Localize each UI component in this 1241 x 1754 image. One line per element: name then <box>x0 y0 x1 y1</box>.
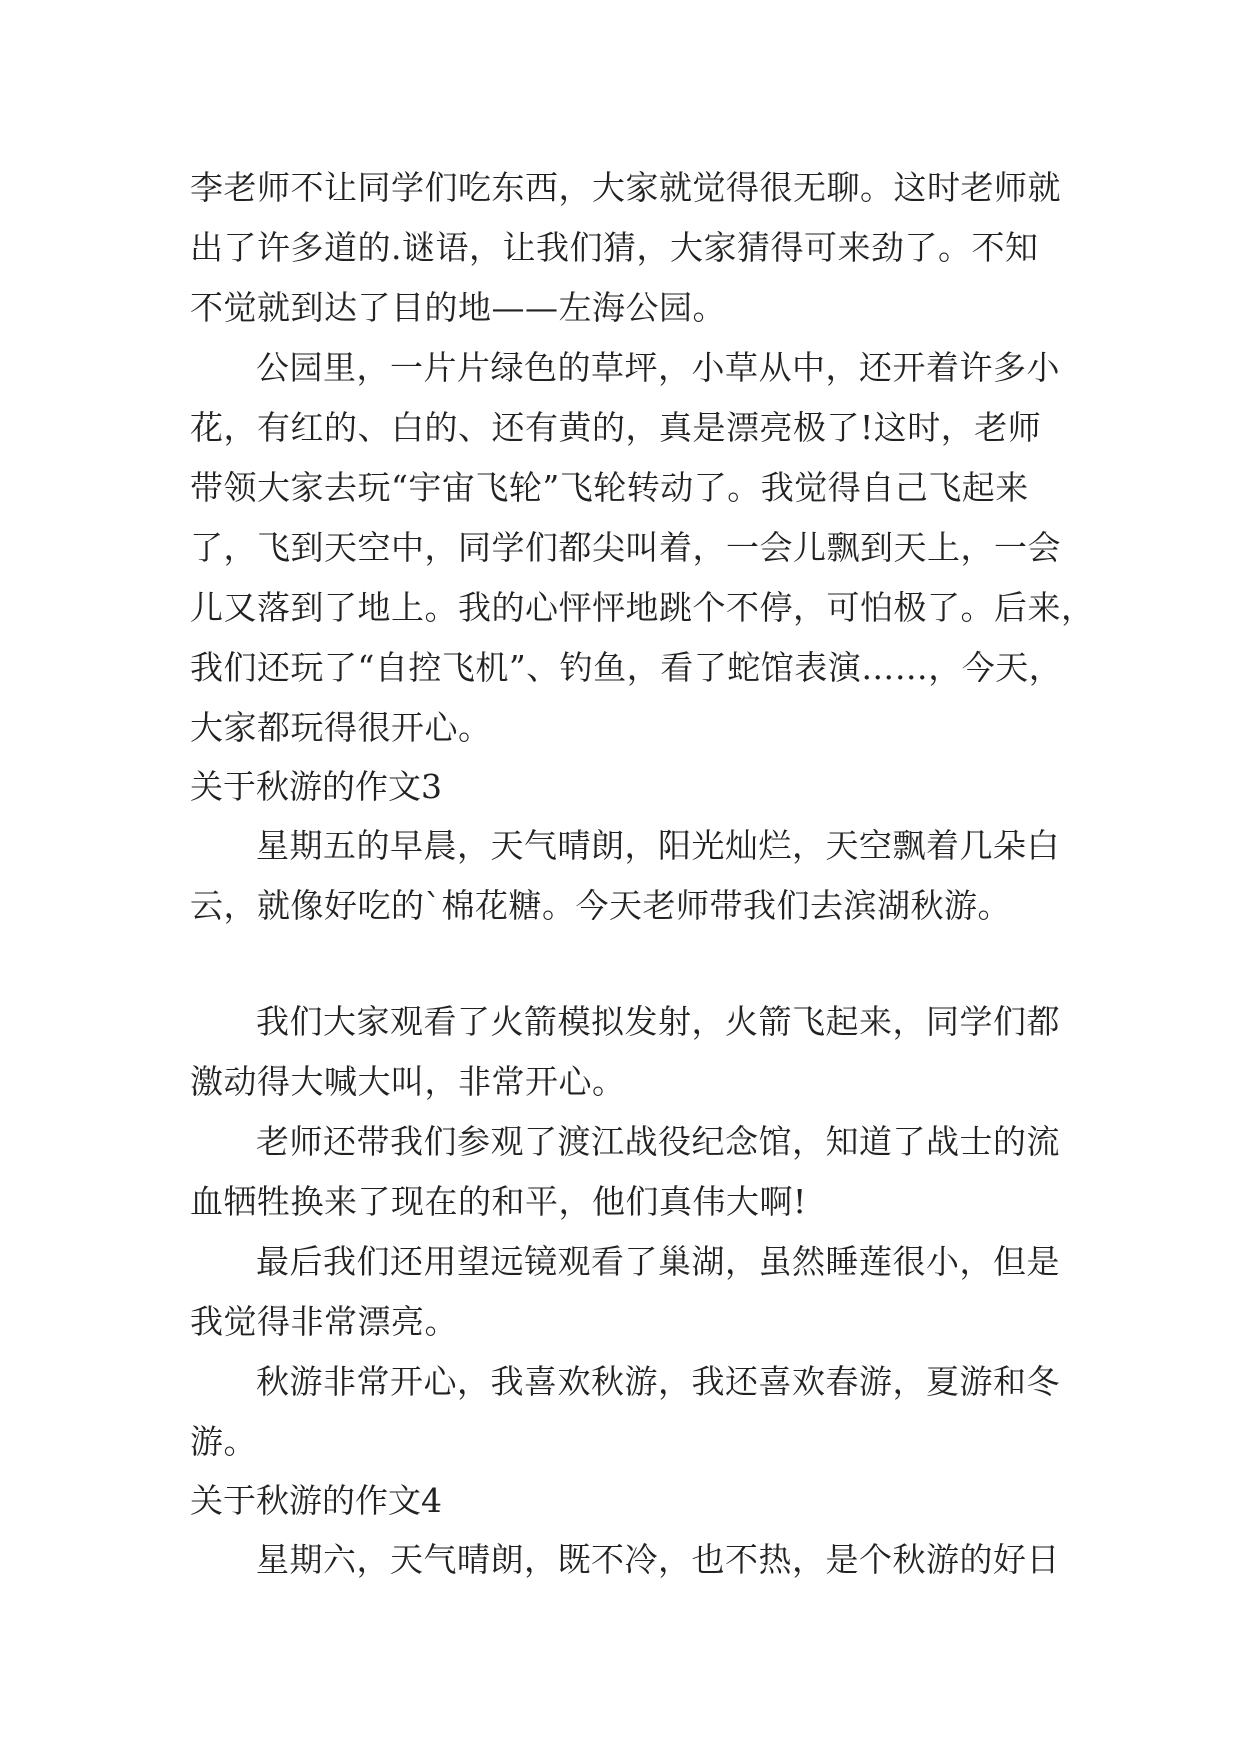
text-line: 大家都玩得很开心。 <box>190 708 492 747</box>
paragraph-2 <box>190 338 1095 758</box>
paragraph-3 <box>190 816 1060 936</box>
text-line: 出了许多道的.谜语，让我们猜，大家猜得可来劲了。不知 <box>190 228 1039 267</box>
text-line: 了，飞到天空中，同学们都尖叫着，一会儿飘到天上，一会 <box>190 528 1061 567</box>
text-line: 血牺牲换来了现在的和平，他们真伟大啊! <box>190 1182 807 1221</box>
paragraph-1 <box>190 158 1060 338</box>
text-line: 星期五的早晨，天气晴朗，阳光灿烂，天空飘着几朵白 <box>256 826 1060 865</box>
text-line: 激动得大喊大叫，非常开心。 <box>190 1062 626 1101</box>
text-line: 我们大家观看了火箭模拟发射，火箭飞起来，同学们都 <box>256 1002 1060 1041</box>
section-heading-3: 关于秋游的作文3 <box>190 767 442 806</box>
blank-gap <box>190 936 1060 992</box>
text-line: 李老师不让同学们吃东西，大家就觉得很无聊。这时老师就 <box>190 168 1061 207</box>
text-line: 不觉就到达了目的地——左海公园。 <box>190 288 726 327</box>
text-line: 儿又落到了地上。我的心怦怦地跳个不停，可怕极了。后来， <box>190 588 1095 627</box>
text-line: 公园里，一片片绿色的草坪，小草从中，还开着许多小 <box>256 348 1060 387</box>
text-line: 最后我们还用望远镜观看了巢湖，虽然睡莲很小，但是 <box>256 1242 1060 1281</box>
text-line: 带领大家去玩“宇宙飞轮”飞轮转动了。我觉得自己飞起来 <box>190 468 1029 507</box>
paragraph-8 <box>190 1530 1060 1590</box>
text-line: 我们还玩了“自控飞机”、钓鱼，看了蛇馆表演……，今天， <box>190 648 1063 687</box>
section-heading-4: 关于秋游的作文4 <box>190 1481 442 1520</box>
text-line: 花，有红的、白的、还有黄的，真是漂亮极了!这时，老师 <box>190 408 1042 447</box>
text-line: 云，就像好吃的`棉花糖。今天老师带我们去滨湖秋游。 <box>190 886 1011 925</box>
text-line: 秋游非常开心，我喜欢秋游，我还喜欢春游，夏游和冬 <box>256 1362 1060 1401</box>
document-body <box>190 158 1095 1590</box>
text-line: 老师还带我们参观了渡江战役纪念馆，知道了战士的流 <box>256 1122 1060 1161</box>
paragraph-4 <box>190 992 1060 1112</box>
text-line: 游。 <box>190 1422 257 1461</box>
paragraph-7 <box>190 1352 1060 1472</box>
paragraph-5 <box>190 1112 1060 1232</box>
text-line: 我觉得非常漂亮。 <box>190 1302 458 1341</box>
text-line: 星期六，天气晴朗，既不冷，也不热，是个秋游的好日 <box>256 1540 1060 1579</box>
paragraph-6 <box>190 1232 1060 1352</box>
